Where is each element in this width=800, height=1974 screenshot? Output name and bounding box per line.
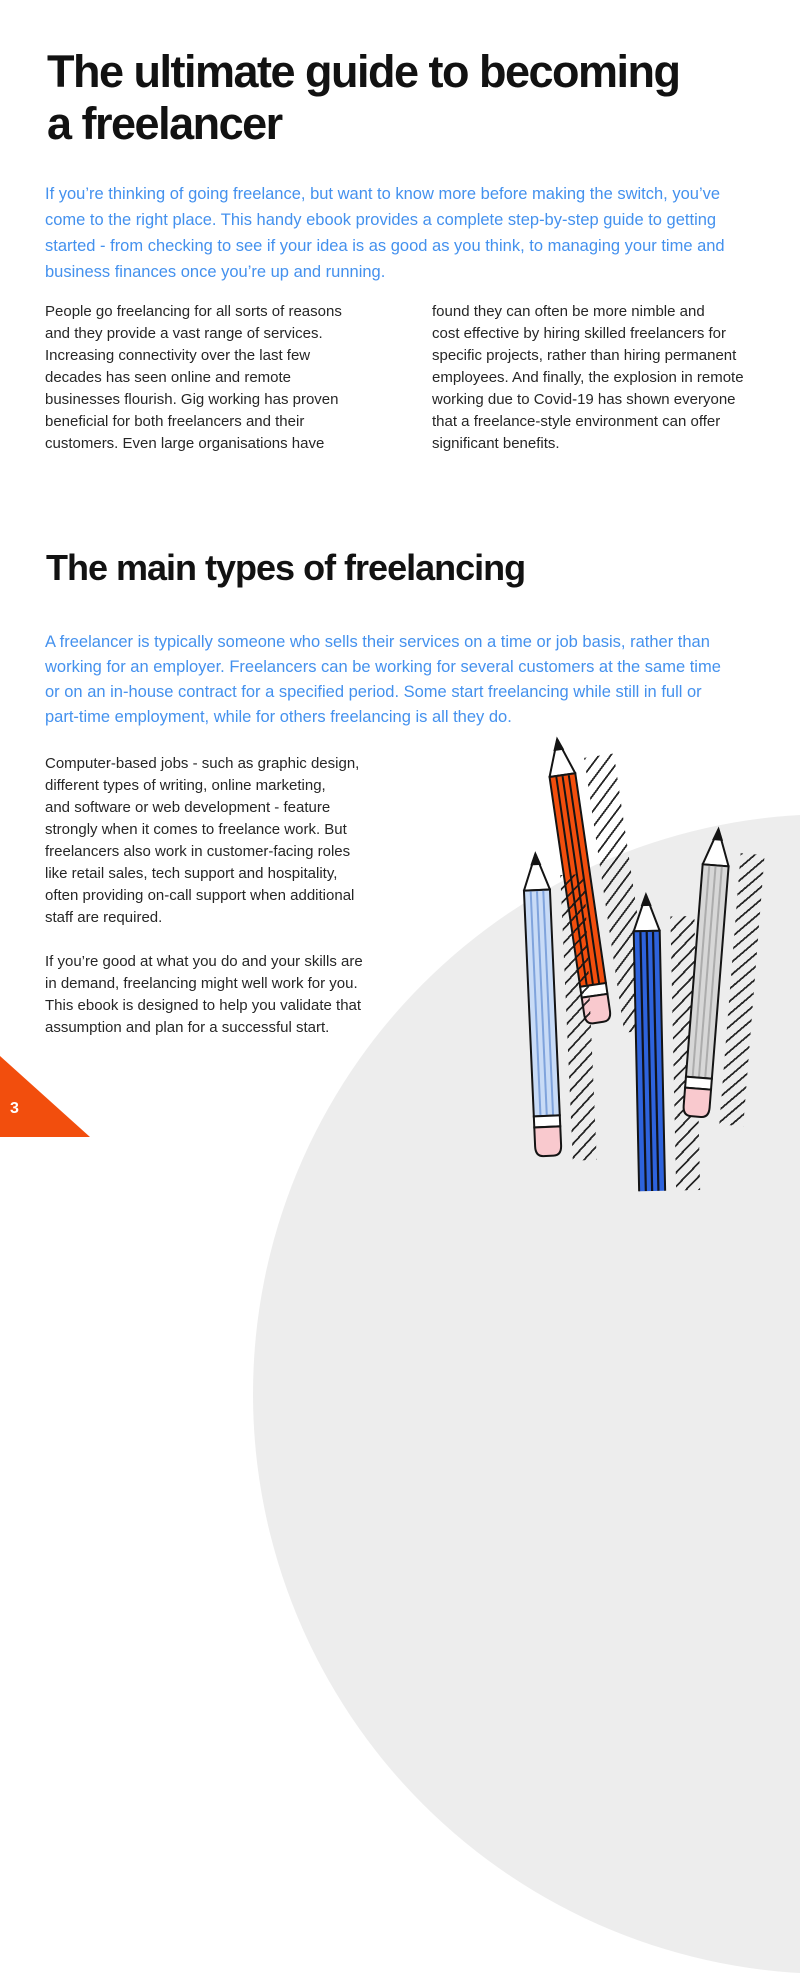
text-line: come to the right place. This handy ebook provides a complete step-by-step guide to getting: [45, 211, 717, 229]
text-line: working for an employer. Freelancers can be working for several customers at the same time: [45, 658, 721, 676]
corner-accent: [0, 1056, 90, 1137]
section-intro-paragraph: [45, 630, 721, 730]
page-title-line2: a freelancer: [47, 98, 282, 149]
text-line: specific projects, rather than hiring permanent: [432, 347, 737, 364]
pencil-light-blue-illustration: [517, 848, 603, 1163]
text-line: This ebook is designed to help you validate that: [45, 997, 362, 1014]
text-line: in demand, freelancing might well work for you.: [45, 975, 358, 992]
text-line: or on an in-house contract for a specified period. Some start freelancing while still in full or: [45, 683, 702, 701]
text-line: staff are required.: [45, 909, 163, 926]
page-title-line1: The ultimate guide to becoming: [47, 46, 680, 97]
page-title: [47, 46, 767, 150]
text-line: working due to Covid-19 has shown everyone: [432, 391, 736, 408]
page-number: 3: [10, 1100, 19, 1117]
body-column-right: [432, 301, 744, 455]
hatch-shading: [560, 874, 596, 1161]
text-line: cost effective by hiring skilled freelancers for: [432, 325, 727, 342]
section-heading: The main types of freelancing: [46, 547, 526, 588]
text-line: If you’re good at what you do and your skills are: [45, 953, 363, 970]
text-line: that a freelance-style environment can offer: [432, 413, 721, 430]
text-line: often providing on-call support when additional: [45, 887, 355, 904]
text-line: Computer-based jobs - such as graphic design,: [45, 755, 360, 772]
text-line: A freelancer is typically someone who sells their services on a time or job basis, rather than: [45, 633, 710, 651]
text-line: freelancers also work in customer-facing roles: [45, 843, 351, 860]
text-line: assumption and plan for a successful start.: [45, 1019, 330, 1036]
text-line: decades has seen online and remote: [45, 369, 292, 386]
text-line: employees. And finally, the explosion in remote: [432, 369, 744, 386]
text-line: like retail sales, tech support and hospitality,: [45, 865, 338, 882]
text-line: People go freelancing for all sorts of reasons: [45, 303, 342, 320]
text-line: started - from checking to see if your idea is as good as you think, to managing your time and: [45, 237, 725, 255]
text-line: found they can often be more nimble and: [432, 303, 705, 320]
text-line: customers. Even large organisations have: [45, 435, 325, 452]
text-line: If you’re thinking of going freelance, but want to know more before making the switch, you’ve: [45, 185, 721, 203]
pencil-blue-icon: [628, 891, 670, 1192]
text-line: different types of writing, online marketing,: [45, 777, 326, 794]
text-line: Increasing connectivity over the last few: [45, 347, 311, 364]
text-line: and they provide a vast range of services.: [45, 325, 323, 342]
text-line: and software or web development - feature: [45, 799, 331, 816]
text-line: business finances once you’re up and running.: [45, 263, 386, 281]
body-paragraph-1: [45, 753, 359, 929]
text-line: businesses flourish. Gig working has proven: [45, 391, 339, 408]
text-line: significant benefits.: [432, 435, 560, 452]
text-line: beneficial for both freelancers and their: [45, 413, 305, 430]
intro-paragraph: [45, 181, 725, 285]
body-paragraph-2: [45, 951, 363, 1039]
text-line: strongly when it comes to freelance work. But: [45, 821, 347, 838]
text-line: part-time employment, while for others freelancing is all they do.: [45, 708, 512, 726]
body-column-left: [45, 301, 342, 455]
